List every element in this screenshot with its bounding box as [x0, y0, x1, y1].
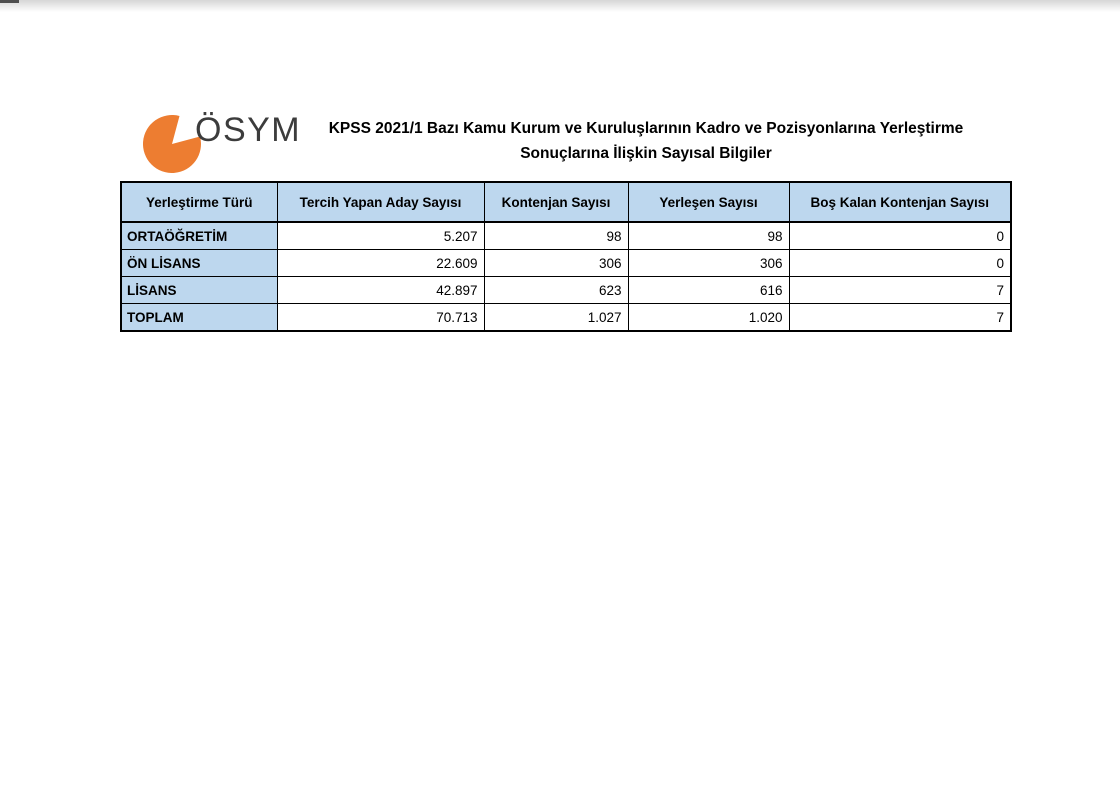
- row-label: TOPLAM: [121, 304, 277, 332]
- page-top-shadow: [0, 0, 1120, 12]
- document-title: [310, 116, 982, 166]
- table-row-lisans: [121, 277, 1011, 304]
- column-header-bos-kalan-kontenjan-sayisi: Boş Kalan Kontenjan Sayısı: [789, 182, 1011, 222]
- cell-kontenjan: 98: [484, 222, 628, 250]
- table-row-ortaogretim: [121, 222, 1011, 250]
- cell-tercih-yapan: 70.713: [277, 304, 484, 332]
- column-header-yerlesen-sayisi: Yerleşen Sayısı: [628, 182, 789, 222]
- row-label: LİSANS: [121, 277, 277, 304]
- cell-yerlesen: 306: [628, 250, 789, 277]
- cell-kontenjan: 306: [484, 250, 628, 277]
- cell-bos-kalan: 7: [789, 277, 1011, 304]
- cell-tercih-yapan: 42.897: [277, 277, 484, 304]
- document-title-line1: KPSS 2021/1 Bazı Kamu Kurum ve Kuruluşlarının Kadro ve Pozisyonlarına Yerleştirme: [328, 120, 964, 137]
- cell-kontenjan: 1.027: [484, 304, 628, 332]
- row-label: ÖN LİSANS: [121, 250, 277, 277]
- osym-logo-text: ÖSYM: [195, 111, 302, 149]
- cell-kontenjan: 623: [484, 277, 628, 304]
- results-table: [120, 181, 1012, 332]
- cell-bos-kalan: 7: [789, 304, 1011, 332]
- cell-tercih-yapan: 5.207: [277, 222, 484, 250]
- row-label: ORTAÖĞRETİM: [121, 222, 277, 250]
- osym-logo-circle: [143, 115, 201, 173]
- table-row-toplam: [121, 304, 1011, 332]
- osym-logo-icon: [143, 115, 201, 173]
- cell-yerlesen: 616: [628, 277, 789, 304]
- document-title-line2: Sonuçlarına İlişkin Sayısal Bilgiler: [520, 145, 772, 162]
- column-header-tercih-yapan-aday-sayisi: Tercih Yapan Aday Sayısı: [277, 182, 484, 222]
- cell-yerlesen: 98: [628, 222, 789, 250]
- cell-tercih-yapan: 22.609: [277, 250, 484, 277]
- column-header-kontenjan-sayisi: Kontenjan Sayısı: [484, 182, 628, 222]
- cell-bos-kalan: 0: [789, 222, 1011, 250]
- cell-yerlesen: 1.020: [628, 304, 789, 332]
- page-top-left-mark: [0, 0, 19, 3]
- cell-bos-kalan: 0: [789, 250, 1011, 277]
- column-header-yerlestirme-turu: Yerleştirme Türü: [121, 182, 277, 222]
- osym-logo: [143, 110, 302, 176]
- table-row-on-lisans: [121, 250, 1011, 277]
- header-row: [121, 182, 1011, 222]
